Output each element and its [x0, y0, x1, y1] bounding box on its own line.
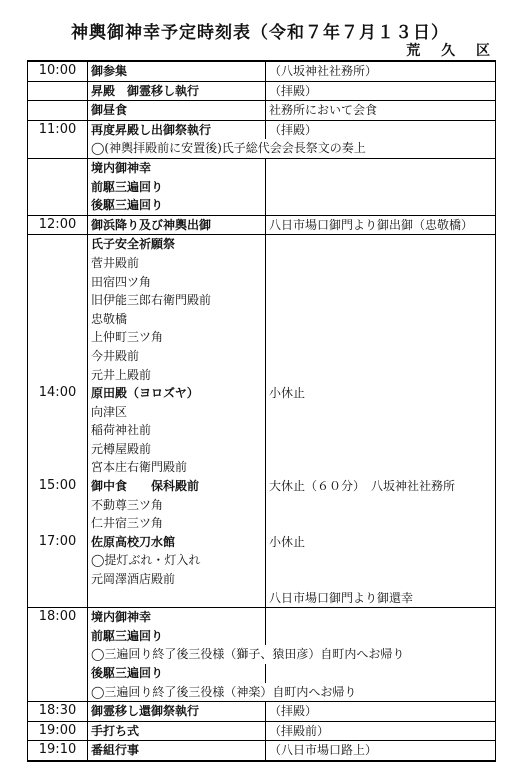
- time-cell: 19:00: [28, 721, 88, 741]
- event-cell: [88, 589, 266, 608]
- note-cell: 小休止: [266, 533, 496, 552]
- event-cell: 後駆三遍回り: [88, 196, 266, 215]
- event-cell: 後駆三遍回り: [88, 664, 266, 683]
- table-row: [28, 458, 496, 477]
- time-cell: [28, 310, 88, 329]
- table-row: [28, 81, 496, 101]
- time-cell: [28, 627, 88, 646]
- table-row: [28, 627, 496, 646]
- table-row: [28, 120, 496, 139]
- table-row: [28, 403, 496, 422]
- table-row: [28, 215, 496, 235]
- time-cell: [28, 328, 88, 347]
- note-cell: [266, 458, 496, 477]
- note-cell: 八日市場口御門より御還幸: [266, 589, 496, 608]
- event-cell: 元井上殿前: [88, 366, 266, 385]
- event-cell: 原田殿（ヨロズヤ）: [88, 384, 266, 403]
- note-cell: [266, 196, 496, 215]
- time-cell: [28, 139, 88, 158]
- event-cell: 宮本庄右衛門殿前: [88, 458, 266, 477]
- note-cell: [266, 291, 496, 310]
- table-row: [28, 533, 496, 552]
- time-cell: [28, 514, 88, 533]
- event-cell: 氏子安全祈願祭: [88, 235, 266, 254]
- table-row: [28, 570, 496, 589]
- note-cell: 社務所において会食: [266, 101, 496, 121]
- time-cell: [28, 403, 88, 422]
- time-cell: 18:30: [28, 702, 88, 722]
- table-row: [28, 741, 496, 761]
- event-cell: 元岡澤酒店殿前: [88, 570, 266, 589]
- note-cell: （八日市場口路上）: [266, 741, 496, 761]
- note-cell: （拝殿前）: [266, 721, 496, 741]
- time-cell: 11:00: [28, 120, 88, 139]
- table-row: [28, 664, 496, 683]
- table-row: [28, 61, 496, 81]
- table-row: [28, 178, 496, 197]
- table-row: [28, 310, 496, 329]
- table-row: [28, 683, 496, 702]
- note-cell: （拝殿）: [266, 81, 496, 101]
- event-cell: ◯三遍回り終了後三役様（獅子、猿田彦）自町内へお帰り: [88, 645, 496, 664]
- note-cell: [266, 347, 496, 366]
- table-row: [28, 477, 496, 496]
- district-label: 荒 久 区: [406, 43, 498, 59]
- note-cell: [266, 254, 496, 273]
- table-row: [28, 721, 496, 741]
- table-row: [28, 702, 496, 722]
- time-cell: [28, 196, 88, 215]
- event-cell: 田宿四ツ角: [88, 273, 266, 292]
- table-row: [28, 291, 496, 310]
- note-cell: [266, 570, 496, 589]
- table-row: [28, 440, 496, 459]
- time-cell: [28, 496, 88, 515]
- time-cell: [28, 273, 88, 292]
- time-cell: 17:00: [28, 533, 88, 552]
- note-cell: [266, 273, 496, 292]
- event-cell: 仁井宿三ツ角: [88, 514, 266, 533]
- time-cell: 12:00: [28, 215, 88, 235]
- time-cell: [28, 551, 88, 570]
- time-cell: [28, 440, 88, 459]
- event-cell: 御浜降り及び神輿出御: [88, 215, 266, 235]
- table-row: [28, 514, 496, 533]
- event-cell: ◯(神輿拝殿前に安置後)氏子総代会会長祭文の奏上: [88, 139, 496, 158]
- table-row: [28, 496, 496, 515]
- event-cell: 御霊移し還御祭執行: [88, 702, 266, 722]
- event-cell: 前駆三遍回り: [88, 178, 266, 197]
- table-row: [28, 384, 496, 403]
- time-cell: [28, 589, 88, 608]
- event-cell: ◯提灯ぶれ・灯入れ: [88, 551, 266, 570]
- time-cell: [28, 683, 88, 702]
- event-cell: 上仲町三ツ角: [88, 328, 266, 347]
- table-row: [28, 347, 496, 366]
- time-cell: [28, 664, 88, 683]
- note-cell: [266, 366, 496, 385]
- time-cell: [28, 101, 88, 121]
- note-cell: （拝殿）: [266, 702, 496, 722]
- event-cell: 今井殿前: [88, 347, 266, 366]
- table-row: [28, 196, 496, 215]
- note-cell: 八日市場口御門より御出御（忠敬橋）: [266, 215, 496, 235]
- note-cell: [266, 514, 496, 533]
- time-cell: [28, 347, 88, 366]
- time-cell: [28, 366, 88, 385]
- time-cell: [28, 235, 88, 254]
- event-cell: 境内御神幸: [88, 608, 266, 627]
- time-cell: [28, 570, 88, 589]
- event-cell: 向津区: [88, 403, 266, 422]
- table-row: [28, 421, 496, 440]
- event-cell: 旧伊能三郎右衛門殿前: [88, 291, 266, 310]
- event-cell: 境内御神幸: [88, 158, 266, 177]
- table-row: [28, 589, 496, 608]
- table-row: [28, 328, 496, 347]
- time-cell: 14:00: [28, 384, 88, 403]
- note-cell: [266, 627, 496, 646]
- time-cell: 19:10: [28, 741, 88, 761]
- note-cell: [266, 551, 496, 570]
- note-cell: [266, 608, 496, 627]
- time-cell: 15:00: [28, 477, 88, 496]
- page-title: 神輿御神幸予定時刻表（令和７年７月１３日）: [71, 23, 449, 43]
- time-cell: [28, 81, 88, 101]
- table-row: [28, 139, 496, 158]
- note-cell: [266, 158, 496, 177]
- table-row: [28, 366, 496, 385]
- note-cell: 小休止: [266, 384, 496, 403]
- time-cell: [28, 158, 88, 177]
- event-cell: 不動尊三ツ角: [88, 496, 266, 515]
- event-cell: 忠敬橋: [88, 310, 266, 329]
- event-cell: 菅井殿前: [88, 254, 266, 273]
- table-row: [28, 235, 496, 254]
- table-row: [28, 101, 496, 121]
- time-cell: 18:00: [28, 608, 88, 627]
- note-cell: （八坂神社社務所）: [266, 61, 496, 81]
- schedule-table: [27, 60, 496, 762]
- note-cell: [266, 235, 496, 254]
- time-cell: [28, 254, 88, 273]
- time-cell: [28, 421, 88, 440]
- note-cell: （拝殿）: [266, 120, 496, 139]
- event-cell: 前駆三遍回り: [88, 627, 266, 646]
- time-cell: [28, 178, 88, 197]
- event-cell: 手打ち式: [88, 721, 266, 741]
- table-row: [28, 254, 496, 273]
- note-cell: [266, 421, 496, 440]
- note-cell: 大休止（６０分） 八坂神社社務所: [266, 477, 496, 496]
- event-cell: 番組行事: [88, 741, 266, 761]
- time-cell: [28, 291, 88, 310]
- note-cell: [266, 496, 496, 515]
- note-cell: [266, 328, 496, 347]
- table-row: [28, 608, 496, 627]
- event-cell: 昇殿 御霊移し執行: [88, 81, 266, 101]
- time-cell: [28, 645, 88, 664]
- event-cell: 御参集: [88, 61, 266, 81]
- schedule-body: [28, 61, 496, 761]
- table-row: [28, 158, 496, 177]
- note-cell: [266, 664, 496, 683]
- note-cell: [266, 178, 496, 197]
- event-cell: 元樽屋殿前: [88, 440, 266, 459]
- note-cell: [266, 403, 496, 422]
- event-cell: ◯三遍回り終了後三役様（神楽）自町内へお帰り: [88, 683, 496, 702]
- event-cell: 佐原高校刀水館: [88, 533, 266, 552]
- event-cell: 稲荷神社前: [88, 421, 266, 440]
- event-cell: 御昼食: [88, 101, 266, 121]
- time-cell: 10:00: [28, 61, 88, 81]
- note-cell: [266, 440, 496, 459]
- note-cell: [266, 310, 496, 329]
- time-cell: [28, 458, 88, 477]
- table-row: [28, 273, 496, 292]
- event-cell: 再度昇殿し出御祭執行: [88, 120, 266, 139]
- table-row: [28, 551, 496, 570]
- table-row: [28, 645, 496, 664]
- event-cell: 御中食 保科殿前: [88, 477, 266, 496]
